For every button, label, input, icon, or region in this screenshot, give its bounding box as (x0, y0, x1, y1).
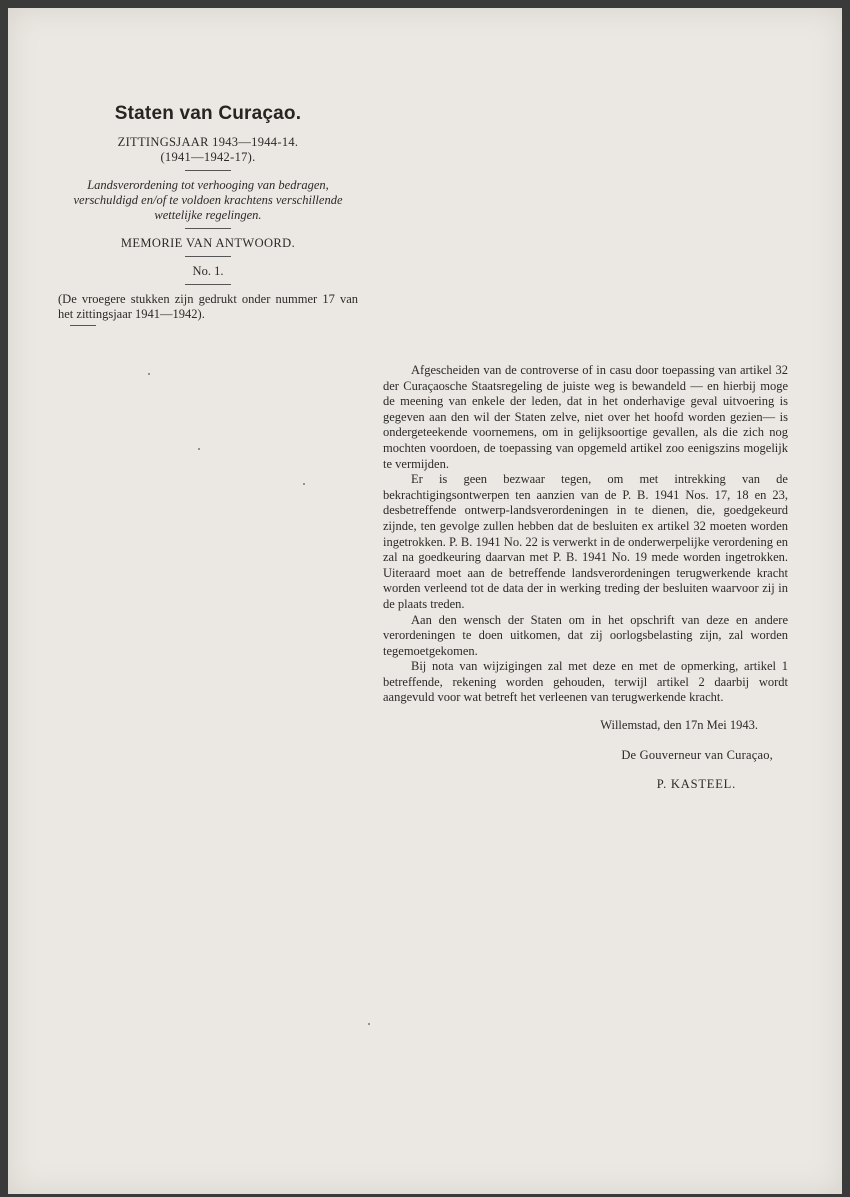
signatory-title: De Gouverneur van Curaçao, (621, 747, 773, 762)
place-date: Willemstad, den 17n Mei 1943. (600, 718, 758, 733)
header-column (58, 103, 358, 326)
body-paragraph: Er is geen bezwaar tegen, om met intrekking van de bekrachtigingsontwerpen ten aanzien van de P. B. 1941 Nos. 17, 18 en 23, desbetreffende ontwerp-landsverordeningen in te dienen, die, goedgekeurd zijnde, ten gevolge zullen hebben dat de besluiten ex artikel 32 moeten worden ingetrokken. P. B. 1941 No. 22 is verwerkt in de onderwerpelijke verordening en zal na goedkeuring daarvan met P. B. 1941 No. 19 mede worden ingetrokken. Uiteraard moet aan de betreffende landsverordeningen terugwerkende kracht worden verleend tot de data der in werking treding der besluiten waarvoor zij in de plaats treden. (383, 472, 788, 611)
divider (185, 256, 231, 257)
document-type: MEMORIE VAN ANTWOORD. (120, 236, 296, 250)
paper-speck (198, 448, 200, 450)
body-column (383, 363, 788, 793)
body-paragraph: Aan den wensch der Staten om in het opschrift van deze en andere verordeningen te doen uitkomen, dat zij oorlogsbelasting zijn, zal worden tegemoetgekomen. (383, 612, 788, 658)
page-title: Staten van Curaçao. (114, 103, 302, 124)
session-year-previous: (1941—1942-17). (160, 150, 256, 164)
body-paragraph: Bij nota van wijzigingen zal met deze en met de opmerking, artikel 1 betreffende, rekening worden gehouden, terwijl artikel 2 daarbij wordt aangevuld voor wat betreft het verleenen van terugwerkende kracht. (383, 659, 788, 705)
document-number: No. 1. (192, 264, 224, 278)
divider (185, 170, 231, 171)
document-subject: Landsverordening tot verhooging van bedragen, verschuldigd en/of te voldoen krachtens verschillende wettelijke regelingen. (73, 178, 343, 222)
session-year: ZITTINGSJAAR 1943—1944-14. (117, 135, 299, 149)
body-paragraph: Afgescheiden van de controverse of in casu door toepassing van artikel 32 der Curaçaosche Staatsregeling de juiste weg is bewandeld — en hierbij moge de meening van enkele der leden, dat in het onderhavige geval uitvoering is gegeven aan den wil der Staten zelve, niet over het hoofd worden gezien— is ondergeteekende voornemens, om in gelijksoortige gevallen, als die zich nog mochten voordoen, de toepassing van opgemeld artikel zoo eenigszins mogelijk te vermijden. (383, 363, 788, 471)
paper-speck (148, 373, 150, 375)
paper-speck (368, 1023, 370, 1025)
divider (70, 325, 96, 326)
document-page (8, 8, 842, 1194)
paper-speck (303, 483, 305, 485)
signatory-name: P. KASTEEL. (656, 777, 736, 792)
divider (185, 284, 231, 285)
reference-note: (De vroegere stukken zijn gedrukt onder nummer 17 van het zittingsjaar 1941—1942). (58, 292, 358, 321)
divider (185, 228, 231, 229)
